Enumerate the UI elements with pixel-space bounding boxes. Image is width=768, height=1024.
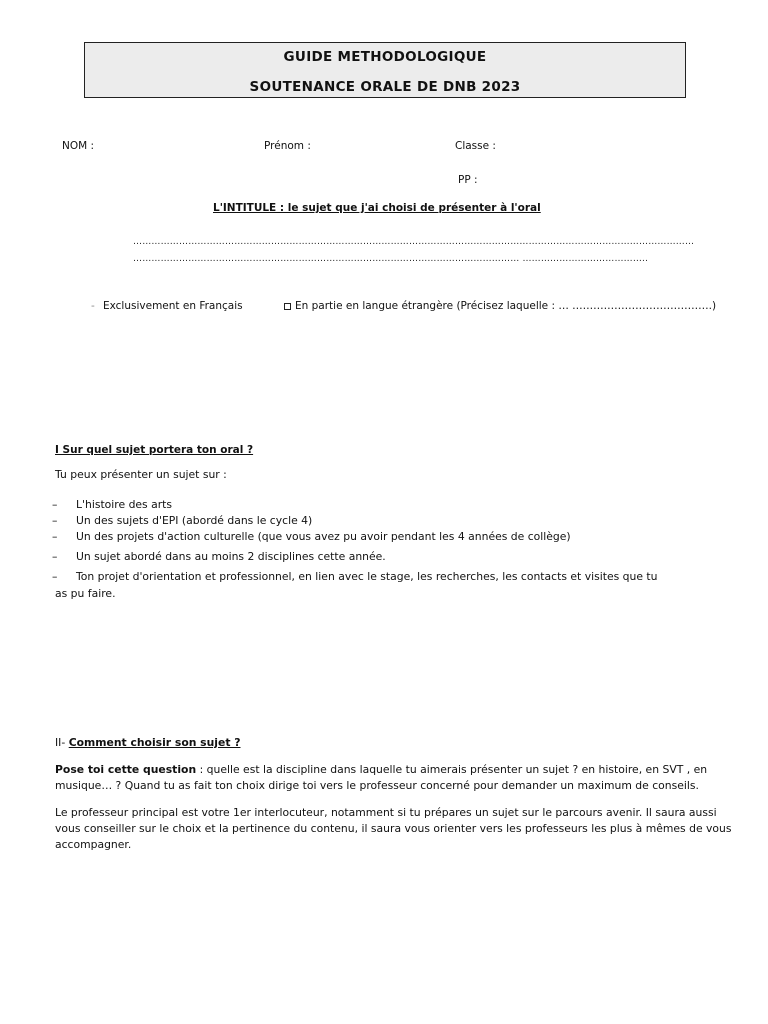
intitule-title: L'INTITULE : le sujet que j'ai choisi de présenter à l'oral (213, 202, 541, 214)
intitule-dots-line-2: ……………………………………………………………………………………………………………… ………………………………….. (133, 254, 649, 264)
option-langue-etrangere-label: En partie en langue étrangère (Précisez laquelle : … ………………………………….) (295, 300, 717, 312)
title-box (84, 42, 686, 98)
document-subtitle: SOUTENANCE ORALE DE DNB 2023 (249, 79, 521, 95)
section-1-title: I Sur quel sujet portera ton oral ? (55, 444, 254, 456)
option-bullet: - (91, 300, 95, 312)
document-title: GUIDE METHODOLOGIQUE (283, 49, 487, 65)
checkbox-icon[interactable] (284, 303, 291, 310)
nom-label: NOM : (62, 140, 95, 152)
pp-label: PP : (458, 174, 478, 186)
section-2-title: Comment choisir son sujet ? (68, 736, 241, 749)
paragraph-professeur-principal: Le professeur principal est votre 1er interlocuteur, notamment si tu prépares un sujet sur le parcours avenir. Il saura aussi vous conseiller sur le choix et la pertinence du contenu, il saura vous orienter vers les professeurs les plus à mêmes de vous accompagner. (55, 806, 732, 851)
list-item: – Un des projets d'action culturelle (que vous avez pu avoir pendant les 4 années de collège) (52, 530, 571, 543)
list-item: – Ton projet d'orientation et professionnel, en lien avec le stage, les recherches, les contacts et visites que tu (52, 570, 658, 583)
prenom-label: Prénom : (264, 140, 311, 152)
section-2-heading (55, 736, 241, 749)
list-item: – Un sujet abordé dans au moins 2 disciplines cette année. (52, 550, 386, 563)
section-2-prefix: II- (55, 736, 66, 749)
intitule-dots-line-1: ………………………………………………………………………………………………………………………………………………………………… (133, 237, 695, 247)
list-item-continuation: as pu faire. (55, 587, 116, 600)
classe-label: Classe : (455, 140, 496, 152)
paragraph-question-bold: Pose toi cette question (55, 763, 197, 776)
option-langue-etrangere (284, 300, 716, 312)
option-francais: Exclusivement en Français (103, 300, 243, 312)
list-item: – Un des sujets d'EPI (abordé dans le cycle 4) (52, 514, 313, 527)
section-1-intro: Tu peux présenter un sujet sur : (55, 468, 227, 481)
list-item: – L'histoire des arts (52, 498, 173, 511)
paragraph-question: Pose toi cette question : quelle est la discipline dans laquelle tu aimerais présenter un sujet ? en histoire, en SVT , en musique… ? Quand tu as fait ton choix dirige toi vers le professeur concerné pour demander un maximum de conseils. (55, 763, 708, 792)
